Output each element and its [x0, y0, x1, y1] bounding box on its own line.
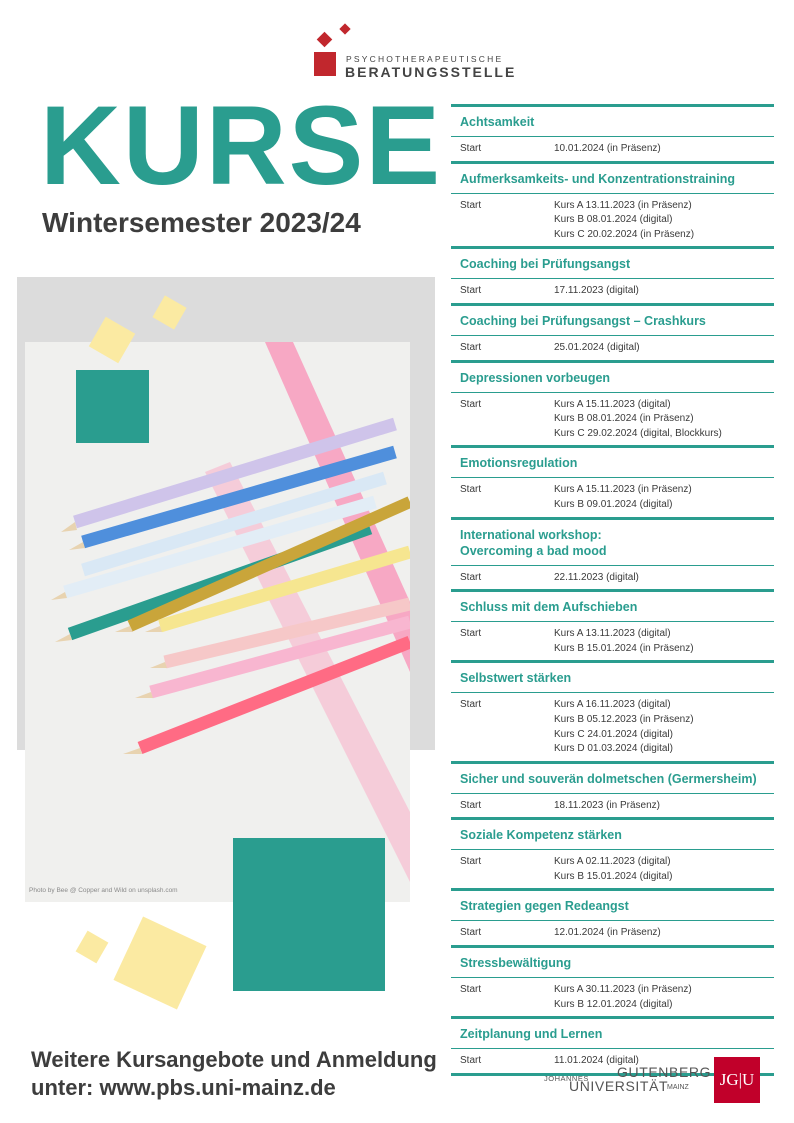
- start-label: Start: [460, 571, 482, 583]
- course-title: Depressionen vorbeugen: [460, 370, 611, 385]
- start-label: Start: [460, 398, 482, 410]
- start-label: Start: [460, 984, 482, 996]
- start-label: Start: [460, 484, 482, 496]
- course-title: Aufmerksamkeits- und Konzentrationstraining: [460, 171, 736, 186]
- course-date: Kurs C 24.01.2024 (digital): [554, 728, 673, 740]
- decor-teal-square: [76, 370, 149, 443]
- course-item: [451, 817, 774, 888]
- start-label: Start: [460, 927, 482, 939]
- course-title: Stressbewältigung: [460, 956, 572, 971]
- course-list: [451, 104, 774, 1076]
- course-date: 22.11.2023 (digital): [554, 571, 639, 583]
- course-date: Kurs B 09.01.2024 (digital): [554, 498, 673, 510]
- course-date: Kurs B 08.01.2024 (digital): [554, 214, 673, 226]
- footer-text: [31, 1046, 437, 1102]
- start-label: Start: [460, 856, 482, 868]
- course-date: Kurs A 13.11.2023 (digital): [554, 628, 671, 640]
- course-item: [451, 660, 774, 760]
- course-date: 11.01.2024 (digital): [554, 1055, 639, 1067]
- logo-line2: BERATUNGSSTELLE: [345, 64, 517, 80]
- photo-credit: Photo by Bee @ Copper and Wild on unsplash.com: [29, 887, 178, 894]
- course-date: 18.11.2023 (in Präsenz): [554, 799, 660, 811]
- start-label: Start: [460, 341, 482, 353]
- course-date: Kurs A 02.11.2023 (digital): [554, 856, 671, 868]
- course-date: 25.01.2024 (digital): [554, 341, 640, 353]
- jgu-logo: JG|U: [714, 1057, 760, 1103]
- decor-yellow-square: [76, 931, 109, 964]
- start-label: Start: [460, 799, 482, 811]
- course-item: [451, 888, 774, 945]
- start-label: Start: [460, 199, 482, 211]
- logo-line1: PSYCHOTHERAPEUTISCHE: [346, 54, 504, 64]
- course-date: Kurs A 16.11.2023 (digital): [554, 699, 671, 711]
- course-title-line1: International workshop:: [460, 527, 602, 542]
- course-item: [451, 517, 774, 590]
- course-title: Schluss mit dem Aufschieben: [460, 600, 638, 615]
- course-title-line2: Overcoming a bad mood: [460, 543, 607, 558]
- course-date: Kurs C 20.02.2024 (in Präsenz): [554, 228, 695, 240]
- start-label: Start: [460, 1055, 482, 1067]
- course-date: Kurs A 30.11.2023 (in Präsenz): [554, 984, 692, 996]
- course-title: Coaching bei Prüfungsangst – Crashkurs: [460, 313, 706, 328]
- course-title: Zeitplanung und Lernen: [460, 1027, 603, 1042]
- university-gutenberg: GUTENBERG: [617, 1064, 712, 1080]
- start-label: Start: [460, 628, 482, 640]
- course-date: 17.11.2023 (digital): [554, 285, 639, 297]
- course-date: Kurs A 15.11.2023 (digital): [554, 398, 671, 410]
- decor-teal-square-large: [233, 838, 385, 991]
- course-item: [451, 589, 774, 660]
- course-date: Kurs A 15.11.2023 (in Präsenz): [554, 484, 692, 496]
- footer-line1: Weitere Kursangebote und Anmeldung: [31, 1047, 437, 1072]
- university-universitaet: UNIVERSITÄT: [569, 1078, 669, 1094]
- course-date: Kurs B 15.01.2024 (in Präsenz): [554, 642, 694, 654]
- course-date: Kurs C 29.02.2024 (digital, Blockkurs): [554, 427, 722, 439]
- university-johannes: JOHANNES: [544, 1074, 589, 1083]
- university-mainz: MAINZ: [667, 1084, 689, 1091]
- course-date: Kurs B 08.01.2024 (in Präsenz): [554, 413, 694, 425]
- course-item: [451, 104, 774, 161]
- course-date: Kurs B 05.12.2023 (in Präsenz): [554, 713, 694, 725]
- course-date: 12.01.2024 (in Präsenz): [554, 927, 661, 939]
- course-title: Soziale Kompetenz stärken: [460, 828, 622, 843]
- course-date: Kurs B 15.01.2024 (digital): [554, 870, 673, 882]
- course-title: Sicher und souverän dolmetschen (Germersheim): [460, 771, 757, 786]
- psychotherapeutische-logo: [312, 22, 532, 82]
- course-title: Strategien gegen Redeangst: [460, 899, 629, 914]
- start-label: Start: [460, 143, 482, 154]
- course-date: Kurs B 12.01.2024 (digital): [554, 998, 673, 1010]
- start-label: Start: [460, 285, 482, 297]
- start-label: Start: [460, 699, 482, 711]
- course-title: Emotionsregulation: [460, 456, 578, 471]
- course-item: [451, 445, 774, 516]
- footer-line2: unter: www.pbs.uni-mainz.de: [31, 1075, 336, 1100]
- course-item: [451, 246, 774, 303]
- decor-yellow-square-large: [113, 916, 206, 1009]
- course-title: Achtsamkeit: [460, 115, 535, 129]
- course-item: [451, 360, 774, 446]
- page-title: KURSE: [40, 83, 443, 208]
- course-title: [451, 525, 774, 565]
- course-date: Kurs D 01.03.2024 (digital): [554, 743, 673, 755]
- page-subtitle: Wintersemester 2023/24: [42, 207, 361, 238]
- course-item: [451, 761, 774, 818]
- course-date: 10.01.2024 (in Präsenz): [554, 143, 661, 154]
- course-item: [451, 945, 774, 1016]
- course-title: Coaching bei Prüfungsangst: [460, 257, 631, 272]
- course-title: Selbstwert stärken: [460, 671, 572, 686]
- course-date: Kurs A 13.11.2023 (in Präsenz): [554, 199, 692, 211]
- course-item: [451, 161, 774, 247]
- course-item: [451, 303, 774, 360]
